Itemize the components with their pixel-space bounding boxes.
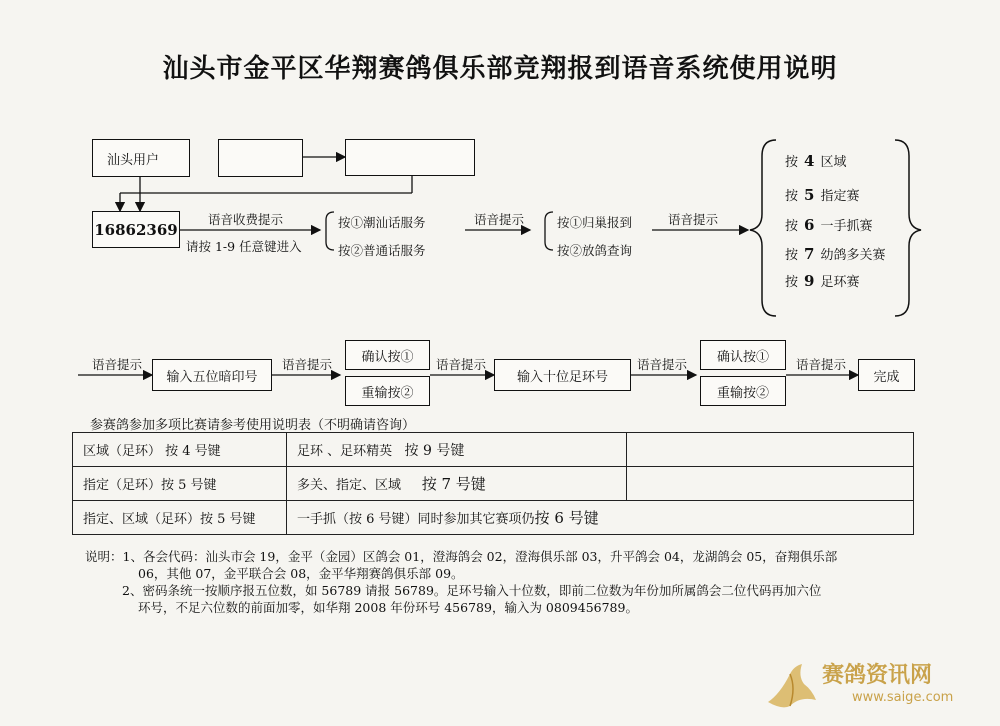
table-cell (627, 467, 914, 501)
table-cell: 区域（足环） 按 4 号键 (73, 433, 287, 467)
table-cell: 指定、区域（足环）按 5 号键 (73, 501, 287, 535)
race-option-6: 按 6 一手抓赛 (785, 216, 873, 234)
note-line: 2、密码条统一按顺序报五位数，如 56789 请报 56789。足环号输入十位数，即前二位数为年份加所属鸽会二位代码再加六位 (122, 583, 822, 598)
site-watermark (760, 650, 990, 720)
voice-prompt-label: 语音提示 (796, 357, 847, 372)
done-box: 完成 (858, 359, 915, 391)
note-line: 环号，不足六位数的前面加零，如华翔 2008 年份环号 456789，输入为 0809456789。 (138, 600, 638, 615)
note-line: 说明：1、各会代码：汕头市会 19，金平（金园）区鸽会 01，澄海鸽会 02，澄海俱乐部 03，升平鸽会 04，龙湖鸽会 05，奋翔俱乐部 (85, 549, 838, 564)
voice-prompt-label: 语音提示 (92, 357, 143, 372)
watermark-url: www.saige.com (852, 690, 954, 705)
reference-table (72, 432, 914, 535)
press-any-key-label: 请按 1-9 任意键进入 (186, 239, 302, 254)
table-row (73, 433, 914, 467)
confirm-box-1: 确认按① (345, 340, 430, 370)
confirm-box-2: 确认按① (700, 340, 786, 370)
race-option-4: 按 4 区域 (785, 152, 847, 170)
blank-box-2 (345, 139, 475, 176)
table-row (73, 501, 914, 535)
service-option-2: 按②放鸽查询 (557, 243, 633, 258)
voice-prompt-label: 语音提示 (637, 357, 688, 372)
voice-prompt-label: 语音提示 (436, 357, 487, 372)
voice-prompt-label: 语音提示 (474, 212, 525, 227)
user-box: 汕头用户 (92, 139, 190, 177)
input-seal-number-box: 输入五位暗印号 (152, 359, 272, 391)
reenter-box-2: 重输按② (700, 376, 786, 406)
service-option-1: 按①归巢报到 (557, 215, 633, 230)
voice-prompt-label: 语音提示 (282, 357, 333, 372)
lang-option-2: 按②普通话服务 (338, 243, 426, 258)
phone-number-box: 16862369 (92, 211, 180, 248)
note-line: 06，其他 07，金平联合会 08，金平华翔赛鸽俱乐部 09。 (138, 566, 464, 581)
watermark-name: 赛鸽资讯网 (822, 663, 933, 688)
table-caption: 参赛鸽参加多项比赛请参考使用说明表（不明确请咨询） (90, 418, 416, 433)
input-ring-number-box: 输入十位足环号 (494, 359, 631, 391)
table-cell: 指定（足环）按 5 号键 (73, 467, 287, 501)
page-title: 汕头市金平区华翔赛鸽俱乐部竞翔报到语音系统使用说明 (162, 54, 838, 84)
lang-option-1: 按①潮汕话服务 (338, 215, 426, 230)
race-option-9: 按 9 足环赛 (785, 272, 860, 290)
table-cell: 一手抓（按 6 号键）同时参加其它赛项仍按 6 号键 (287, 501, 914, 535)
reenter-box-1: 重输按② (345, 376, 430, 406)
table-cell: 足环 、足环精英 按 9 号键 (287, 433, 627, 467)
table-row (73, 467, 914, 501)
pigeon-logo-icon (760, 654, 820, 714)
table-cell (627, 433, 914, 467)
blank-box-1 (218, 139, 303, 177)
race-option-5: 按 5 指定赛 (785, 186, 860, 204)
table-cell: 多关、指定、区域 按 7 号键 (287, 467, 627, 501)
voice-prompt-label: 语音提示 (668, 212, 719, 227)
race-option-7: 按 7 幼鸽多关赛 (785, 245, 886, 263)
fee-prompt-label: 语音收费提示 (208, 212, 284, 227)
